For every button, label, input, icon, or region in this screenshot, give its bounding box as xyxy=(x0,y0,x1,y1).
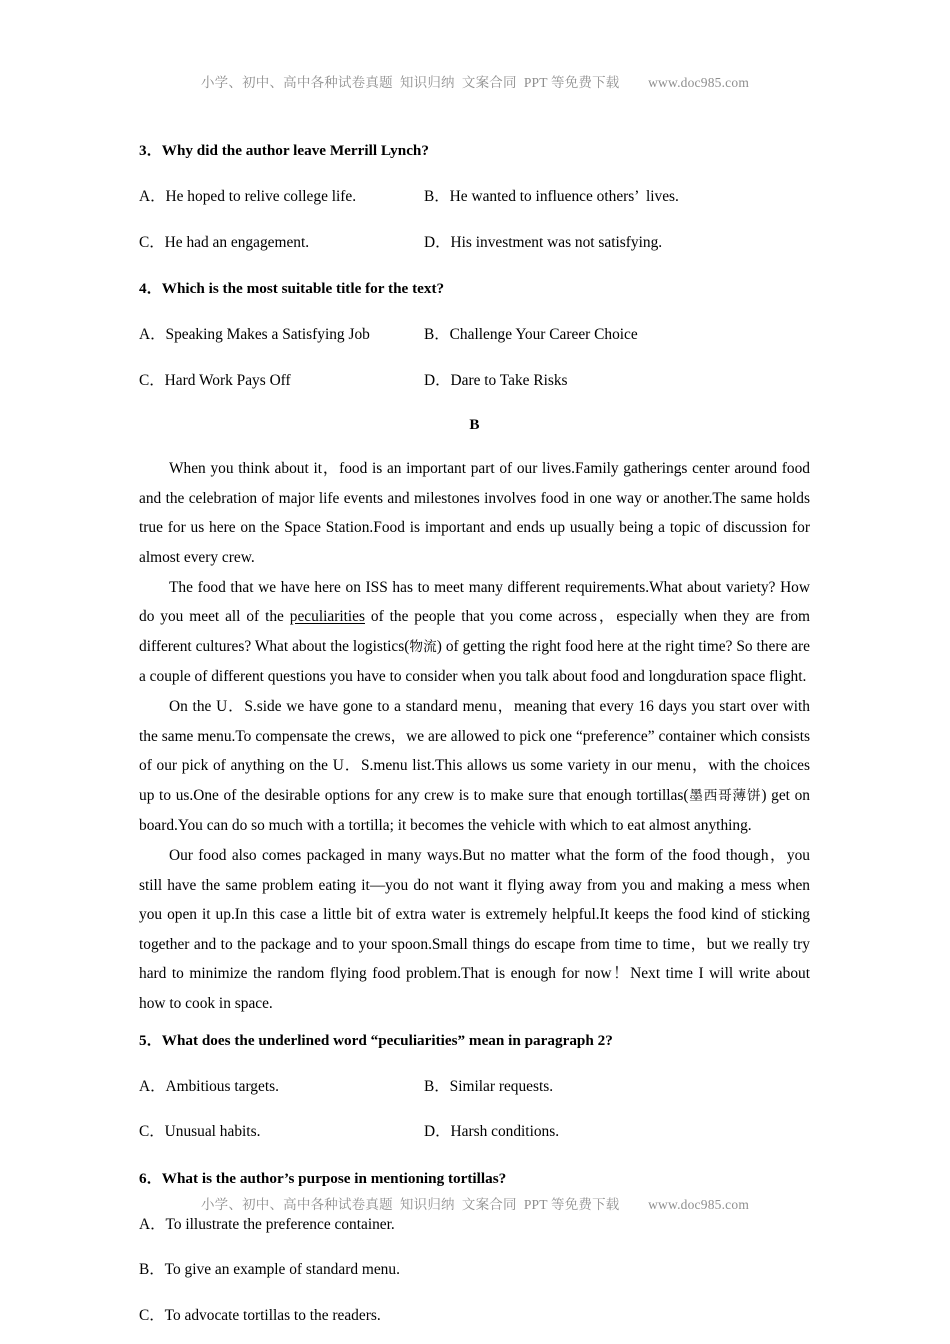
question-6-stem: 6．What is the author’s purpose in mentioning tortillas? xyxy=(139,1169,507,1187)
question-3-options-row-1 xyxy=(139,189,810,204)
option-4-B[interactable]: B．Challenge Your Career Choice xyxy=(424,326,638,344)
spacer xyxy=(139,1278,810,1308)
option-3-A[interactable]: A．He hoped to relive college life. xyxy=(139,188,357,206)
question-5-options-row-1 xyxy=(139,1079,810,1094)
underlined-word: peculiarities xyxy=(289,608,365,626)
chinese-gloss: 物流 xyxy=(409,638,437,655)
header-watermark: 小学、初中、高中各种试卷真题 知识归纳 文案合同 PPT 等免费下载 www.doc985.com xyxy=(200,75,750,90)
option-4-C[interactable]: C．Hard Work Pays Off xyxy=(139,371,291,389)
question-3-stem: 3．Why did the author leave Merrill Lynch? xyxy=(139,142,429,159)
question-5-options-row-2 xyxy=(139,1124,810,1139)
document-content xyxy=(139,143,810,1323)
spacer xyxy=(139,1048,810,1079)
question-block-5 xyxy=(139,1033,810,1140)
passage-paragraph-1: When you think about it，food is an important part of our lives.Family gatherings center around food and the celebration of major life events and milestones involves food in one way or another.The same holds true for us here on the Space Station.Food is important and ends up usually being a topic of discussion for almost every crew. xyxy=(139,460,810,567)
question-5-stem: 5．What does the underlined word “peculiarities” mean in paragraph 2? xyxy=(139,1031,613,1049)
passage-paragraph-4: Our food also comes packaged in many ways.But no matter what the form of the food though，you still have the same problem eating it—you do not want it flying away from you and making a mess when you open it up.In this case a little bit of extra water is extremely helpful.It keeps the food kind of sticking together and to the package and to your spoon.Small things do escape from time to time，but we really try hard to minimize the random flying food problem.That is enough for now！Next time I will write about how to cook in space. xyxy=(139,846,810,1012)
option-6-A[interactable]: A．To illustrate the preference container. xyxy=(139,1215,395,1233)
passage-paragraph-3: On the U．S.side we have gone to a standard menu，meaning that every 16 days you start over with the same menu.To compensate the crews，we are allowed to pick one “preference” container which consists of our pick of anything on the U．S.menu list.This allows us some variety in our menu，with the choices up to us.One of the desirable options for any crew is to make sure that enough tortillas(墨西哥薄饼) get on board.You can do so much with a tortilla; it becomes the vehicle with which to eat almost anything. xyxy=(139,697,811,835)
question-block-3 xyxy=(139,143,810,250)
spacer xyxy=(139,205,810,235)
question-4-options-row-2 xyxy=(139,373,810,388)
section-letter-b: B xyxy=(469,416,480,434)
option-5-D[interactable]: D．Harsh conditions. xyxy=(424,1123,560,1141)
option-3-D[interactable]: D．His investment was not satisfying. xyxy=(424,233,663,251)
spacer xyxy=(139,296,810,327)
question-4-stem: 4．Which is the most suitable title for the text? xyxy=(139,280,445,298)
option-6-B[interactable]: B．To give an example of standard menu. xyxy=(139,1261,400,1279)
option-5-C[interactable]: C．Unusual habits. xyxy=(139,1123,261,1141)
option-6-C[interactable]: C．To advocate tortillas to the readers. xyxy=(139,1306,381,1324)
option-4-D[interactable]: D．Dare to Take Risks xyxy=(424,371,568,389)
chinese-gloss: 墨西哥薄饼 xyxy=(688,787,762,804)
option-5-A[interactable]: A．Ambitious targets. xyxy=(139,1077,279,1095)
spacer xyxy=(139,432,810,454)
option-4-A[interactable]: A．Speaking Makes a Satisfying Job xyxy=(139,326,370,344)
option-3-C[interactable]: C．He had an engagement. xyxy=(139,233,310,251)
spacer xyxy=(139,1019,810,1033)
spacer xyxy=(139,343,810,373)
question-block-4 xyxy=(139,281,810,388)
footer-watermark: 小学、初中、高中各种试卷真题 知识归纳 文案合同 PPT 等免费下载 www.doc985.com xyxy=(200,1197,750,1212)
option-3-B[interactable]: B．He wanted to influence others’ lives. xyxy=(424,188,679,206)
question-4-options-row-1 xyxy=(139,327,810,342)
spacer xyxy=(139,388,810,417)
spacer xyxy=(139,1140,810,1171)
spacer xyxy=(139,250,810,281)
question-3-options-row-2 xyxy=(139,235,810,250)
spacer xyxy=(139,158,810,189)
passage-paragraph-2: The food that we have here on ISS has to meet many different requirements.What about variety? How do you meet all of the peculiarities of the people that you come across，especially when they are from different cultures? What about the logistics(物流) of getting the right food here at the right time? So there are a couple of different questions you have to consider when you talk about food and longduration space flight. xyxy=(139,578,811,686)
spacer xyxy=(139,1232,810,1262)
spacer xyxy=(139,1094,810,1124)
option-5-B[interactable]: B．Similar requests. xyxy=(424,1077,554,1095)
